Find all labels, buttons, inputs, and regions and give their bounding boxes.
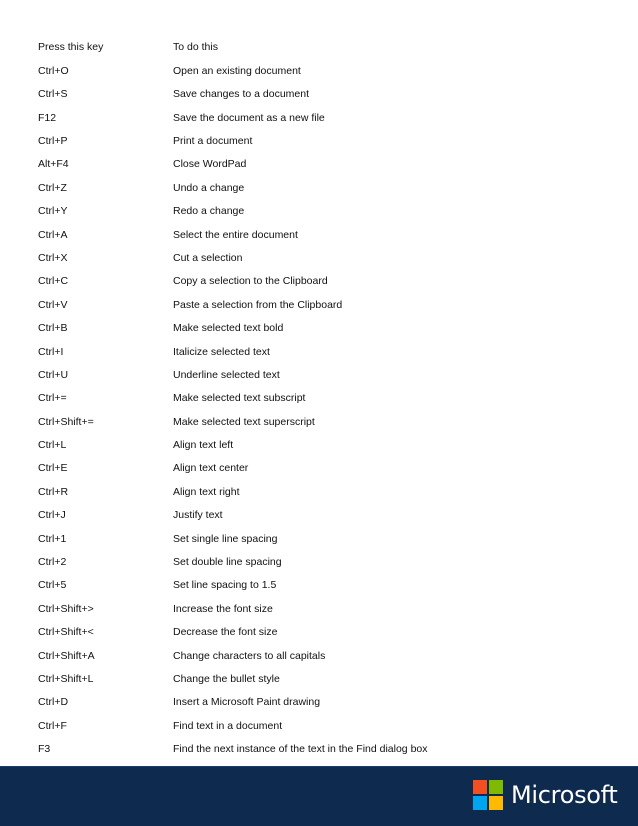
table-row: [38, 106, 598, 129]
shortcut-action: Find the next instance of the text in the Find dialog box: [173, 743, 428, 756]
shortcut-action: Undo a change: [173, 181, 245, 194]
logo-yellow-square: [489, 796, 503, 810]
logo-green-square: [489, 780, 503, 794]
shortcut-table: [38, 36, 598, 761]
shortcut-action: Align text left: [173, 439, 234, 452]
shortcut-key: Ctrl+U: [38, 368, 69, 381]
logo-blue-square: [473, 796, 487, 810]
table-row: [38, 293, 598, 316]
table-row: [38, 410, 598, 433]
shortcut-key: Ctrl+B: [38, 322, 68, 335]
shortcut-action: Save changes to a document: [173, 88, 310, 101]
table-row: [38, 317, 598, 340]
shortcut-action: Underline selected text: [173, 368, 280, 381]
shortcut-key: Ctrl+Shift+L: [38, 672, 94, 685]
shortcut-action: Make selected text superscript: [173, 415, 315, 428]
shortcut-action: Set double line spacing: [173, 556, 282, 569]
shortcut-action: Paste a selection from the Clipboard: [173, 298, 343, 311]
shortcut-key: Ctrl+X: [38, 251, 68, 264]
shortcut-action: Change characters to all capitals: [173, 649, 326, 662]
shortcut-key: F3: [38, 743, 51, 756]
shortcut-key: Ctrl+I: [38, 345, 64, 358]
shortcut-key: Ctrl+E: [38, 462, 68, 475]
table-row: [38, 668, 598, 691]
table-row: [38, 714, 598, 737]
table-row: [38, 247, 598, 270]
shortcut-key: Ctrl+O: [38, 64, 69, 77]
shortcut-action: Align text center: [173, 462, 249, 475]
header-key-label: Press this key: [38, 41, 104, 54]
shortcut-action: Print a document: [173, 135, 253, 147]
table-row: [38, 597, 598, 620]
table-row: [38, 176, 598, 199]
shortcut-action: Select the entire document: [173, 228, 298, 241]
shortcut-action: Set line spacing to 1.5: [173, 579, 277, 592]
table-row: [38, 621, 598, 644]
shortcut-action: Save the document as a new file: [173, 111, 325, 124]
brand-name: Microsoft: [511, 781, 618, 809]
table-row: [38, 83, 598, 106]
table-row: [38, 691, 598, 714]
table-row: [38, 387, 598, 410]
shortcut-action: Decrease the font size: [173, 626, 278, 639]
table-row: [38, 200, 598, 223]
shortcut-action: Find text in a document: [173, 719, 283, 732]
shortcut-key: Ctrl+L: [38, 439, 67, 452]
shortcut-key: Ctrl+V: [38, 298, 68, 311]
shortcut-action: Open an existing document: [173, 64, 301, 77]
shortcut-action: Close WordPad: [173, 158, 247, 171]
table-row: [38, 738, 598, 761]
shortcut-key: Ctrl+1: [38, 532, 67, 545]
shortcut-action: Italicize selected text: [173, 345, 270, 358]
shortcut-key: Ctrl+Shift+A: [38, 649, 95, 662]
shortcut-key: Ctrl+Shift+>: [38, 602, 94, 615]
shortcut-key: Ctrl+=: [38, 392, 67, 405]
microsoft-brand: [473, 780, 618, 810]
table-row: [38, 130, 598, 153]
table-row: [38, 340, 598, 363]
shortcut-action: Align text right: [173, 485, 240, 498]
shortcut-action: Justify text: [173, 509, 223, 522]
shortcut-key: Ctrl+2: [38, 556, 67, 569]
table-header-row: [38, 36, 598, 59]
shortcut-action: Change the bullet style: [173, 672, 280, 685]
table-row: [38, 480, 598, 503]
shortcut-key: Ctrl+S: [38, 88, 68, 101]
shortcut-key: Ctrl+Shift+=: [38, 415, 94, 428]
shortcut-key: Ctrl+D: [38, 696, 69, 709]
shortcut-key: Ctrl+Y: [38, 205, 68, 218]
microsoft-logo-icon: [473, 780, 503, 810]
shortcut-key: Ctrl+Shift+<: [38, 626, 94, 639]
shortcut-action: Make selected text subscript: [173, 392, 306, 405]
table-row: [38, 551, 598, 574]
footer-bar: [0, 766, 638, 826]
table-row: [38, 59, 598, 82]
table-row: [38, 574, 598, 597]
shortcut-key: Ctrl+P: [38, 135, 68, 147]
table-row: [38, 457, 598, 480]
shortcut-key: Ctrl+J: [38, 509, 66, 522]
table-row: [38, 363, 598, 386]
shortcut-action: Copy a selection to the Clipboard: [173, 275, 328, 288]
table-row: [38, 527, 598, 550]
table-row: [38, 153, 598, 176]
table-row: [38, 223, 598, 246]
shortcut-key: F12: [38, 111, 57, 124]
shortcut-action: Make selected text bold: [173, 322, 284, 335]
shortcut-key: Ctrl+A: [38, 228, 68, 241]
shortcut-key: Alt+F4: [38, 158, 69, 171]
shortcut-action: Cut a selection: [173, 251, 243, 264]
table-row: [38, 644, 598, 667]
header-action-label: To do this: [173, 41, 218, 54]
shortcut-action: Redo a change: [173, 205, 245, 218]
shortcut-table-body: [38, 59, 598, 761]
shortcut-action: Insert a Microsoft Paint drawing: [173, 696, 321, 709]
shortcut-key: Ctrl+C: [38, 275, 69, 288]
shortcut-action: Set single line spacing: [173, 532, 278, 545]
shortcut-action: Increase the font size: [173, 602, 273, 615]
shortcut-key: Ctrl+Z: [38, 181, 67, 194]
table-row: [38, 504, 598, 527]
shortcut-key: Ctrl+5: [38, 579, 67, 592]
table-row: [38, 434, 598, 457]
table-row: [38, 270, 598, 293]
shortcut-key: Ctrl+R: [38, 485, 69, 498]
shortcut-key: Ctrl+F: [38, 719, 67, 732]
logo-red-square: [473, 780, 487, 794]
